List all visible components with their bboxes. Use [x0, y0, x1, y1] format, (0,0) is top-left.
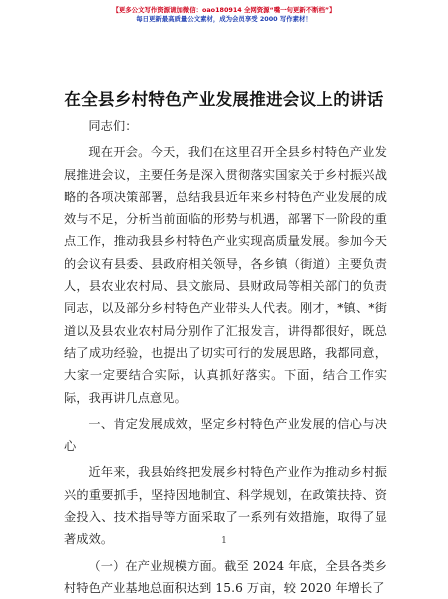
salutation: 同志们：	[88, 119, 138, 133]
document-body	[64, 115, 387, 599]
promo-banner	[0, 6, 448, 24]
page-number: 1	[221, 536, 227, 546]
banner-line-2: 每日更新最高质量公文素材，成为会员享受 2000 写作素材！	[136, 15, 312, 23]
document-title: 在全县乡村特色产业发展推进会议上的讲话	[64, 90, 384, 109]
paragraph-achievements: 近年来，我县始终把发展乡村特色产业作为推动乡村振兴的重要抓手，坚持因地制宜、科学规划，在政策扶持、资金投入、技术指导等方面采取了一系列有效措施，取得了显著成效。	[64, 465, 387, 547]
section-heading-1: 一、肯定发展成效，坚定乡村特色产业发展的信心与决心	[64, 416, 387, 454]
paragraph-intro: 现在开会。今天，我们在这里召开全县乡村特色产业发展推进会议，主要任务是深入贯彻落实国家关于乡村振兴战略的各项决策部署，总结我县近年来乡村特色产业发展的成效与不足，分析当前面临的形势与机遇，部署下一阶段的重点工作，推动我县乡村特色产业实现高质量发展。参加今天的会议有县委、县政府相关领导，各乡镇（街道）主要负责人，县农业农村局、县文旅局、县财政局等相关部门的负责同志，以及部分乡村特色产业带头人代表。刚才，*镇、*街道以及县农业农村局分别作了汇报发言，讲得都很好，既总结了成功经验，也提出了切实可行的发展思路，我都同意，大家一定要结合实际，认真抓好落实。下面，结合工作实际，我再讲几点意见。	[64, 145, 387, 405]
paragraph-industry-scale: （一）在产业规模方面。截至 2024 年底，全县各类乡村特色产业基地总面积达到 15.6 万亩，较 2020 年增长了	[64, 558, 387, 595]
banner-line-1: 【更多公文写作资源请加微信：oao180914 全网资源“嘴一句更新不断档”】	[112, 6, 336, 14]
